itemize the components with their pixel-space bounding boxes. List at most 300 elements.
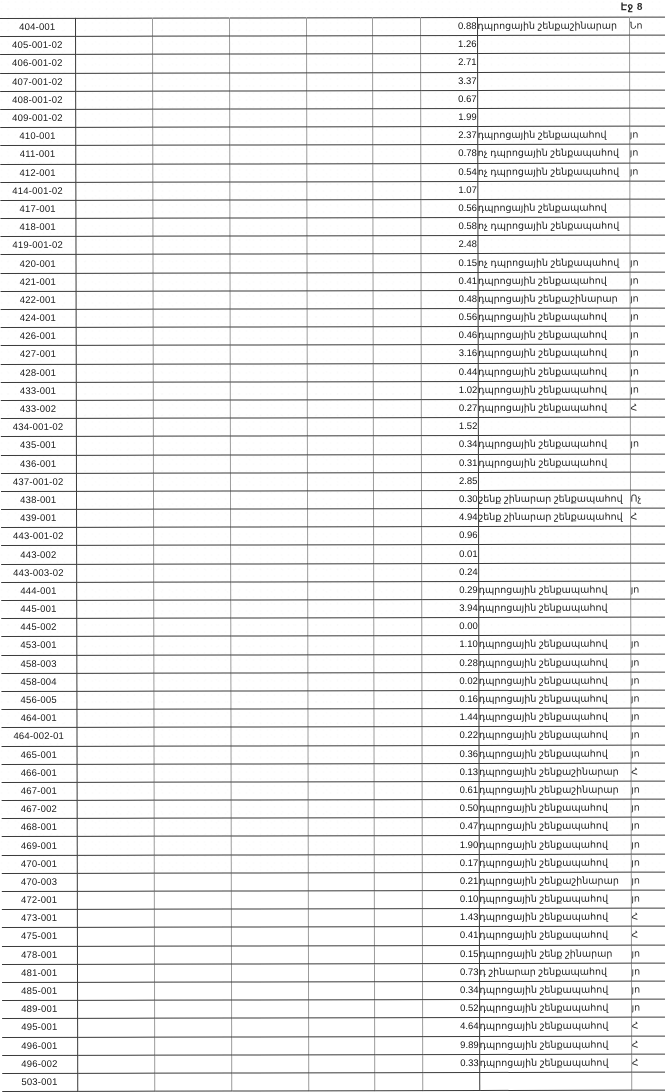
table-row	[0, 144, 665, 164]
table-row	[1, 490, 665, 510]
row-blank-cell-5	[308, 854, 374, 872]
row-amount-cell: 0.15	[422, 945, 479, 963]
row-blank-cell-4	[230, 400, 307, 418]
row-amount-cell: 0.31	[421, 454, 478, 472]
row-blank-cell-5	[308, 945, 374, 963]
row-blank-cell-2	[77, 891, 154, 909]
row-code-cell: 406-001-02	[0, 55, 75, 73]
table-row	[0, 53, 665, 73]
row-blank-cell-5	[308, 891, 374, 909]
row-blank-cell-2	[77, 909, 154, 927]
row-blank-cell-5	[308, 909, 374, 927]
row-blank-cell-6	[372, 163, 420, 181]
row-note-cell	[630, 599, 665, 617]
row-blank-cell-6	[374, 745, 422, 763]
row-description-cell: դպրոցային շենքապահով	[479, 927, 631, 946]
row-blank-cell-5	[307, 491, 373, 509]
row-blank-cell-6	[373, 345, 421, 363]
row-blank-cell-5	[306, 109, 372, 127]
row-description-cell	[477, 235, 629, 254]
row-note-cell: յո	[631, 872, 665, 890]
row-description-cell	[477, 108, 629, 127]
row-blank-cell-6	[374, 982, 422, 1000]
row-code-cell: 408-001-02	[0, 91, 75, 109]
row-blank-cell-6	[373, 436, 421, 454]
row-blank-cell-3	[153, 309, 230, 327]
row-blank-cell-5	[308, 1036, 374, 1054]
row-description-cell: դպրոցային շենք շինարար	[479, 945, 631, 964]
row-blank-cell-3	[152, 218, 229, 236]
row-note-cell	[631, 1072, 665, 1090]
row-blank-cell-5	[306, 163, 372, 181]
row-description-cell: դպրոցային շենքապահով	[479, 817, 631, 836]
row-note-cell: յո	[630, 635, 665, 653]
row-note-cell: յո	[631, 781, 665, 799]
row-description-cell: դպրոցային շենքապահով	[478, 581, 630, 600]
row-blank-cell-4	[229, 18, 306, 36]
row-blank-cell-3	[153, 618, 230, 636]
row-blank-cell-6	[374, 763, 422, 781]
row-note-cell: յո	[629, 144, 665, 162]
row-code-cell: 424-001	[1, 309, 76, 327]
row-blank-cell-6	[373, 490, 421, 508]
row-code-cell: 496-001	[2, 1037, 77, 1055]
row-amount-cell: 0.30	[421, 490, 478, 508]
row-note-cell	[629, 108, 665, 126]
row-blank-cell-3	[152, 18, 229, 36]
row-blank-cell-2	[76, 709, 153, 727]
row-blank-cell-4	[230, 454, 307, 472]
row-code-cell: 443-002	[1, 546, 76, 564]
row-note-cell	[630, 563, 665, 581]
row-blank-cell-2	[75, 200, 152, 218]
row-description-cell: ոչ դպրոցային շենքապահով	[477, 254, 629, 273]
row-code-cell: 436-001	[1, 455, 76, 473]
row-code-cell: 418-001	[0, 218, 75, 236]
row-blank-cell-5	[306, 254, 372, 272]
row-blank-cell-6	[374, 1072, 422, 1090]
row-blank-cell-2	[76, 600, 153, 618]
row-code-cell: 445-001	[1, 600, 76, 618]
row-blank-cell-2	[77, 1018, 154, 1036]
row-blank-cell-6	[373, 509, 421, 527]
row-blank-cell-6	[372, 36, 420, 54]
row-description-cell: դպրոցային շենքաշինարար	[479, 781, 631, 800]
row-amount-cell: 0.17	[422, 854, 479, 872]
row-blank-cell-4	[231, 1000, 308, 1018]
table-row	[0, 17, 665, 37]
row-amount-cell: 0.33	[422, 1054, 479, 1072]
row-blank-cell-4	[230, 309, 307, 327]
table-row	[1, 563, 665, 583]
row-blank-cell-3	[154, 946, 231, 964]
table-row	[2, 981, 665, 1001]
row-blank-cell-3	[152, 182, 229, 200]
row-blank-cell-5	[306, 181, 372, 199]
row-blank-cell-4	[229, 145, 306, 163]
row-blank-cell-2	[77, 837, 154, 855]
table-row	[2, 854, 665, 874]
row-blank-cell-2	[75, 36, 152, 54]
row-blank-cell-2	[76, 673, 153, 691]
row-note-cell	[629, 181, 665, 199]
row-blank-cell-4	[229, 200, 306, 218]
row-code-cell: 407-001-02	[0, 73, 75, 91]
row-description-cell: ոչ դպրոցային շենքապահով	[477, 163, 629, 182]
row-code-cell: 470-003	[2, 873, 77, 891]
row-note-cell: յո	[630, 581, 665, 599]
row-note-cell: Նո	[629, 17, 665, 35]
row-blank-cell-6	[373, 691, 421, 709]
row-amount-cell: 0.15	[420, 254, 477, 272]
row-amount-cell: 0.56	[421, 309, 478, 327]
row-blank-cell-5	[307, 691, 373, 709]
row-blank-cell-3	[154, 836, 231, 854]
row-code-cell: 439-001	[1, 509, 76, 527]
row-blank-cell-3	[153, 545, 230, 563]
row-amount-cell: 9.89	[422, 1036, 479, 1054]
row-code-cell: 419-001-02	[0, 237, 75, 255]
row-note-cell	[629, 235, 665, 253]
row-blank-cell-3	[152, 54, 229, 72]
row-amount-cell: 0.24	[421, 563, 478, 581]
row-blank-cell-4	[231, 964, 308, 982]
row-note-cell	[630, 472, 665, 490]
row-blank-cell-4	[231, 745, 308, 763]
row-note-cell: յո	[630, 726, 665, 744]
row-description-cell	[479, 1072, 631, 1091]
row-note-cell: յո	[631, 999, 665, 1017]
row-amount-cell	[422, 1072, 479, 1090]
table-row	[1, 417, 665, 437]
row-blank-cell-4	[231, 782, 308, 800]
table-row	[0, 254, 665, 274]
row-blank-cell-5	[307, 654, 373, 672]
row-code-cell: 485-001	[2, 982, 77, 1000]
row-blank-cell-3	[153, 600, 230, 618]
row-blank-cell-3	[154, 1055, 231, 1073]
row-description-cell: դպրոցային շենքապահով	[477, 126, 629, 145]
table-row	[2, 1017, 665, 1037]
row-blank-cell-5	[307, 709, 373, 727]
row-note-cell	[629, 199, 665, 217]
table-row	[2, 781, 665, 801]
row-description-cell	[477, 181, 629, 200]
row-blank-cell-4	[230, 673, 307, 691]
row-amount-cell: 3.16	[421, 345, 478, 363]
row-blank-cell-6	[373, 527, 421, 545]
row-blank-cell-5	[307, 509, 373, 527]
row-blank-cell-6	[373, 581, 421, 599]
row-description-cell: դպրոցային շենքապահով	[479, 890, 631, 909]
row-blank-cell-2	[76, 582, 153, 600]
row-amount-cell: 0.78	[420, 145, 477, 163]
row-description-cell: դպրոցային շենքապահով	[479, 745, 631, 764]
row-blank-cell-2	[75, 127, 152, 145]
row-blank-cell-5	[306, 36, 372, 54]
row-note-cell: յո	[630, 326, 665, 344]
row-code-cell: 405-001-02	[0, 37, 75, 55]
table-row	[2, 763, 665, 783]
row-code-cell: 411-001	[0, 146, 75, 164]
row-blank-cell-6	[374, 1036, 422, 1054]
row-blank-cell-2	[76, 691, 153, 709]
row-description-cell: դպրոցային շենքապահով	[478, 363, 630, 382]
row-code-cell: 443-003-02	[1, 564, 76, 582]
row-blank-cell-2	[76, 727, 153, 745]
table-row	[1, 290, 665, 310]
row-blank-cell-4	[230, 691, 307, 709]
row-blank-cell-6	[374, 927, 422, 945]
row-blank-cell-5	[308, 982, 374, 1000]
row-blank-cell-4	[230, 727, 307, 745]
row-blank-cell-4	[230, 563, 307, 581]
row-blank-cell-2	[76, 382, 153, 400]
row-blank-cell-6	[372, 199, 420, 217]
row-blank-cell-4	[231, 764, 308, 782]
row-blank-cell-2	[76, 637, 153, 655]
row-blank-cell-5	[308, 782, 374, 800]
row-blank-cell-4	[229, 182, 306, 200]
row-code-cell: 458-004	[1, 673, 76, 691]
row-blank-cell-4	[230, 436, 307, 454]
row-description-cell: դպրոցային շենքապահով	[479, 1017, 631, 1036]
row-code-cell: 470-001	[2, 855, 77, 873]
row-description-cell: ոչ դպրոցային շենքապահով	[477, 144, 629, 163]
row-blank-cell-6	[373, 545, 421, 563]
row-blank-cell-4	[229, 127, 306, 145]
row-blank-cell-2	[76, 491, 153, 509]
row-blank-cell-4	[229, 54, 306, 72]
row-blank-cell-5	[307, 345, 373, 363]
row-amount-cell: 3.94	[421, 599, 478, 617]
row-blank-cell-2	[77, 818, 154, 836]
table-row	[0, 235, 665, 255]
row-blank-cell-6	[374, 909, 422, 927]
row-blank-cell-2	[75, 255, 152, 273]
row-note-cell: Հ	[631, 926, 665, 944]
row-blank-cell-3	[153, 636, 230, 654]
table-row	[0, 199, 665, 219]
row-code-cell: 466-001	[2, 764, 77, 782]
row-blank-cell-6	[374, 872, 422, 890]
row-blank-cell-5	[307, 636, 373, 654]
row-blank-cell-4	[230, 491, 307, 509]
row-blank-cell-4	[230, 545, 307, 563]
row-code-cell: 469-001	[2, 837, 77, 855]
row-description-cell	[477, 35, 629, 54]
row-blank-cell-4	[230, 473, 307, 491]
row-blank-cell-3	[154, 1037, 231, 1055]
row-code-cell: 467-002	[2, 800, 77, 818]
row-blank-cell-6	[372, 18, 420, 36]
row-description-cell: դպրոցային շենքապահով	[478, 690, 630, 709]
row-note-cell: յո	[629, 163, 665, 181]
row-description-cell: դպրոցային շենքապահով	[478, 708, 630, 727]
row-blank-cell-4	[231, 982, 308, 1000]
row-note-cell: յո	[631, 854, 665, 872]
row-blank-cell-5	[307, 381, 373, 399]
row-blank-cell-4	[231, 909, 308, 927]
row-amount-cell: 0.13	[422, 763, 479, 781]
row-blank-cell-3	[154, 891, 231, 909]
row-blank-cell-6	[373, 327, 421, 345]
row-blank-cell-3	[152, 91, 229, 109]
table-row	[2, 908, 665, 928]
table-row	[2, 1036, 665, 1056]
row-blank-cell-3	[152, 254, 229, 272]
row-code-cell: 444-001	[1, 582, 76, 600]
row-amount-cell: 0.50	[422, 800, 479, 818]
row-blank-cell-5	[306, 127, 372, 145]
table-row	[2, 817, 665, 837]
row-blank-cell-6	[372, 109, 420, 127]
row-description-cell: դպրոցային շենքապահով	[478, 654, 630, 673]
row-code-cell: 421-001	[1, 273, 76, 291]
table-row	[0, 163, 665, 183]
row-blank-cell-4	[230, 582, 307, 600]
row-code-cell: 464-001	[1, 709, 76, 727]
table-row	[1, 308, 665, 328]
row-blank-cell-4	[230, 654, 307, 672]
row-blank-cell-4	[229, 254, 306, 272]
row-amount-cell: 0.58	[420, 218, 477, 236]
table-row	[1, 545, 665, 565]
row-code-cell: 475-001	[2, 928, 77, 946]
row-note-cell: Հ	[630, 508, 665, 526]
row-blank-cell-4	[231, 891, 308, 909]
row-blank-cell-6	[373, 672, 421, 690]
row-amount-cell: 0.67	[420, 90, 477, 108]
row-blank-cell-6	[372, 127, 420, 145]
table-row	[0, 108, 665, 128]
row-amount-cell: 0.16	[421, 690, 478, 708]
row-description-cell: դպրոցային շենքապահով	[479, 799, 631, 818]
row-blank-cell-3	[154, 927, 231, 945]
row-description-cell: դպրոցային շենքապահով	[478, 726, 630, 745]
row-description-cell: դպրոցային շենքաշինարար	[478, 290, 630, 309]
row-blank-cell-2	[76, 455, 153, 473]
row-amount-cell: 0.36	[422, 745, 479, 763]
row-blank-cell-6	[373, 400, 421, 418]
row-blank-cell-3	[153, 455, 230, 473]
row-description-cell: դպրոցային շենքապահով	[478, 272, 630, 291]
row-blank-cell-2	[77, 873, 154, 891]
row-blank-cell-2	[76, 327, 153, 345]
row-note-cell: յո	[630, 690, 665, 708]
row-description-cell	[477, 90, 629, 109]
row-code-cell: 438-001	[1, 491, 76, 509]
row-blank-cell-3	[154, 873, 231, 891]
table-row	[1, 599, 665, 619]
row-description-cell: դպրոցային շենքապահով	[479, 908, 631, 927]
row-note-cell: Հ	[630, 399, 665, 417]
row-amount-cell: 0.52	[422, 1000, 479, 1018]
row-note-cell: յո	[630, 290, 665, 308]
row-blank-cell-2	[77, 800, 154, 818]
row-amount-cell: 0.27	[421, 399, 478, 417]
row-note-cell	[630, 417, 665, 435]
row-blank-cell-3	[154, 800, 231, 818]
row-description-cell	[478, 417, 630, 436]
row-blank-cell-6	[373, 309, 421, 327]
row-amount-cell: 0.22	[421, 727, 478, 745]
row-blank-cell-3	[153, 727, 230, 745]
row-blank-cell-2	[77, 1037, 154, 1055]
row-blank-cell-6	[373, 381, 421, 399]
table-row	[2, 963, 665, 983]
row-note-cell: Հ	[631, 1017, 665, 1035]
row-blank-cell-3	[153, 655, 230, 673]
row-note-cell: յո	[629, 126, 665, 144]
row-note-cell	[630, 454, 665, 472]
row-blank-cell-5	[306, 236, 372, 254]
row-amount-cell: 0.47	[422, 818, 479, 836]
row-blank-cell-3	[153, 564, 230, 582]
table-row	[2, 890, 665, 910]
row-blank-cell-3	[153, 673, 230, 691]
row-blank-cell-3	[153, 291, 230, 309]
table-row	[1, 454, 665, 474]
table-row	[1, 399, 665, 419]
row-blank-cell-3	[153, 582, 230, 600]
table-row	[2, 999, 665, 1019]
table-row	[1, 654, 665, 674]
row-amount-cell: 0.44	[421, 363, 478, 381]
row-note-cell: յո	[631, 817, 665, 835]
table-row	[2, 1054, 665, 1074]
row-blank-cell-2	[77, 964, 154, 982]
row-note-cell	[630, 526, 665, 544]
row-description-cell: դպրոցային շենքաշինարար	[477, 17, 629, 36]
row-blank-cell-3	[152, 164, 229, 182]
row-blank-cell-6	[372, 72, 420, 90]
row-blank-cell-3	[153, 273, 230, 291]
row-note-cell: յո	[631, 745, 665, 763]
row-blank-cell-2	[75, 218, 152, 236]
row-blank-cell-4	[231, 800, 308, 818]
row-blank-cell-2	[75, 18, 152, 36]
row-note-cell	[629, 90, 665, 108]
row-code-cell: 427-001	[1, 346, 76, 364]
row-blank-cell-2	[76, 364, 153, 382]
row-blank-cell-2	[76, 346, 153, 364]
row-blank-cell-4	[229, 236, 306, 254]
row-amount-cell: 0.01	[421, 545, 478, 563]
row-blank-cell-3	[154, 746, 231, 764]
row-blank-cell-5	[306, 18, 372, 36]
row-description-cell	[478, 617, 630, 636]
row-code-cell: 433-002	[1, 400, 76, 418]
row-blank-cell-3	[153, 400, 230, 418]
row-blank-cell-3	[153, 418, 230, 436]
row-blank-cell-2	[77, 746, 154, 764]
row-blank-cell-3	[154, 782, 231, 800]
row-blank-cell-5	[308, 1018, 374, 1036]
row-blank-cell-2	[76, 436, 153, 454]
row-blank-cell-5	[306, 145, 372, 163]
row-blank-cell-3	[153, 509, 230, 527]
row-blank-cell-5	[307, 327, 373, 345]
row-note-cell: յո	[631, 981, 665, 999]
row-blank-cell-4	[230, 363, 307, 381]
row-blank-cell-5	[308, 745, 374, 763]
row-code-cell: 478-001	[2, 946, 77, 964]
row-blank-cell-5	[306, 90, 372, 108]
row-note-cell: յո	[629, 254, 665, 272]
row-amount-cell: 0.21	[422, 872, 479, 890]
row-description-cell: դպրոցային շենքապահով	[478, 326, 630, 345]
